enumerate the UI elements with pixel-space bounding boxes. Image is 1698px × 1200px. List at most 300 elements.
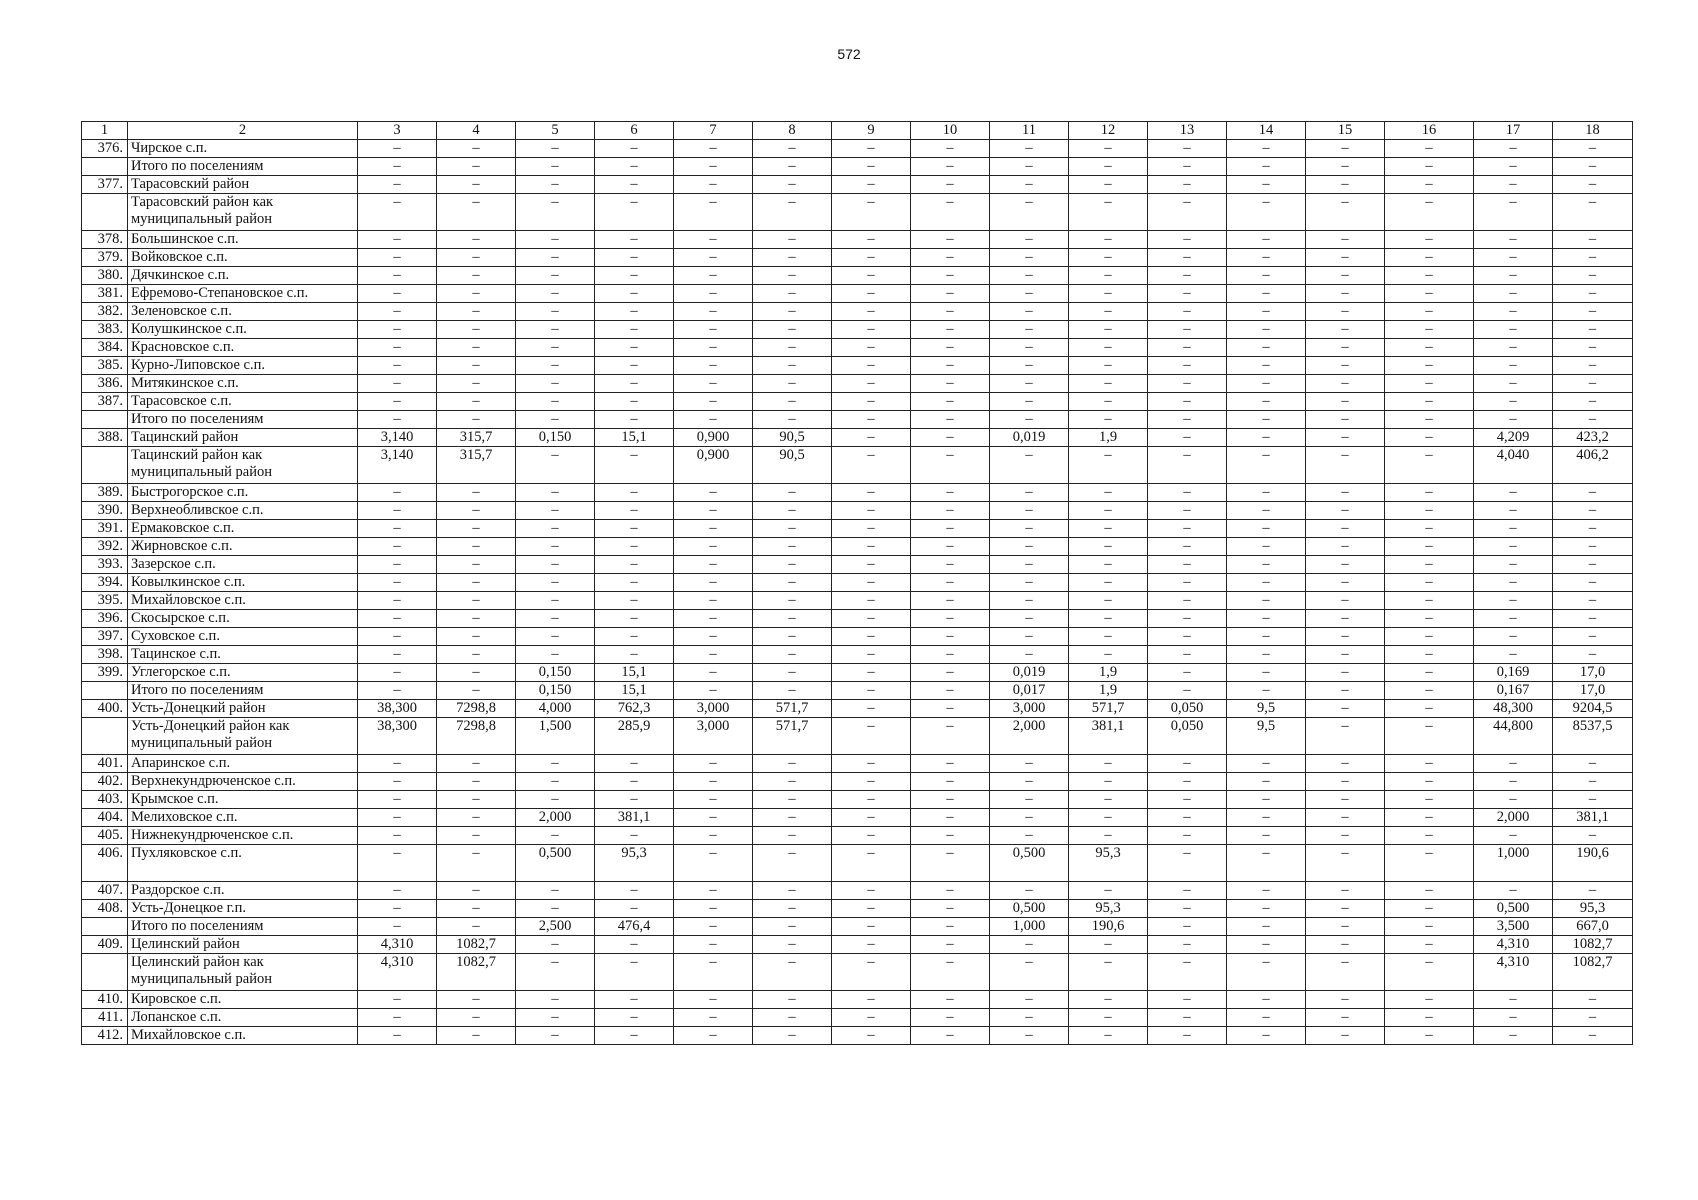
value-cell: – — [1227, 520, 1306, 538]
value-cell: – — [674, 755, 753, 773]
value-cell: – — [1069, 574, 1148, 592]
row-name: Суховское с.п. — [128, 628, 358, 646]
value-cell: – — [437, 809, 516, 827]
value-cell: – — [595, 592, 674, 610]
value-cell: – — [832, 991, 911, 1009]
value-cell: – — [1069, 556, 1148, 574]
value-cell: – — [1227, 809, 1306, 827]
value-cell: – — [437, 520, 516, 538]
value-cell: – — [516, 773, 595, 791]
value-cell: – — [911, 375, 990, 393]
value-cell: – — [832, 538, 911, 556]
value-cell: – — [753, 791, 832, 809]
table-row — [82, 411, 1633, 429]
value-cell: – — [595, 339, 674, 357]
value-cell: – — [437, 755, 516, 773]
value-cell: – — [1227, 285, 1306, 303]
value-cell: – — [516, 991, 595, 1009]
value-cell: – — [674, 375, 753, 393]
value-cell: – — [1148, 1009, 1227, 1027]
value-cell: – — [516, 1009, 595, 1027]
value-cell: 2,500 — [516, 918, 595, 936]
value-cell: 2,000 — [516, 809, 595, 827]
value-cell: – — [437, 1027, 516, 1045]
value-cell: – — [911, 592, 990, 610]
value-cell: 0,019 — [990, 429, 1069, 447]
value-cell: – — [1069, 791, 1148, 809]
value-cell: – — [753, 393, 832, 411]
value-cell: – — [1227, 628, 1306, 646]
row-name: Верхнеобливское с.п. — [128, 502, 358, 520]
value-cell: – — [1306, 718, 1385, 755]
value-cell: 1,000 — [1474, 845, 1553, 882]
column-header: 4 — [437, 122, 516, 140]
value-cell: 4,310 — [1474, 954, 1553, 991]
value-cell: – — [990, 1027, 1069, 1045]
value-cell: – — [358, 809, 437, 827]
row-number: 412. — [82, 1027, 128, 1045]
row-number: 385. — [82, 357, 128, 375]
value-cell: – — [1148, 664, 1227, 682]
value-cell: – — [832, 321, 911, 339]
value-cell: – — [1474, 393, 1553, 411]
value-cell: – — [1148, 556, 1227, 574]
value-cell: 7298,8 — [437, 718, 516, 755]
value-cell: – — [832, 664, 911, 682]
value-cell: – — [1553, 502, 1633, 520]
value-cell: – — [1474, 339, 1553, 357]
value-cell: 4,040 — [1474, 447, 1553, 484]
value-cell: – — [1306, 321, 1385, 339]
value-cell: – — [1148, 267, 1227, 285]
row-number: 400. — [82, 700, 128, 718]
value-cell: – — [437, 303, 516, 321]
value-cell: – — [832, 610, 911, 628]
value-cell: – — [1553, 610, 1633, 628]
value-cell: – — [990, 357, 1069, 375]
value-cell: – — [1385, 882, 1474, 900]
value-cell: – — [1306, 393, 1385, 411]
value-cell: – — [911, 882, 990, 900]
value-cell: – — [595, 176, 674, 194]
value-cell: 48,300 — [1474, 700, 1553, 718]
value-cell: – — [1306, 809, 1385, 827]
column-header: 12 — [1069, 122, 1148, 140]
value-cell: 381,1 — [1553, 809, 1633, 827]
table-row — [82, 231, 1633, 249]
value-cell: – — [516, 249, 595, 267]
value-cell: – — [1069, 520, 1148, 538]
value-cell: – — [1306, 700, 1385, 718]
value-cell: – — [516, 303, 595, 321]
value-cell: – — [1553, 538, 1633, 556]
value-cell: 0,050 — [1148, 700, 1227, 718]
value-cell: 0,050 — [1148, 718, 1227, 755]
value-cell: – — [1306, 502, 1385, 520]
value-cell: 1,000 — [990, 918, 1069, 936]
value-cell: – — [516, 140, 595, 158]
value-cell: – — [674, 267, 753, 285]
table-row — [82, 918, 1633, 936]
value-cell: – — [1474, 610, 1553, 628]
table-row — [82, 429, 1633, 447]
value-cell: – — [1306, 429, 1385, 447]
row-number: 404. — [82, 809, 128, 827]
value-cell: 0,019 — [990, 664, 1069, 682]
value-cell: – — [674, 158, 753, 176]
value-cell: 1082,7 — [1553, 954, 1633, 991]
row-name: Усть-Донецкое г.п. — [128, 900, 358, 918]
value-cell: – — [990, 991, 1069, 1009]
value-cell: – — [753, 755, 832, 773]
value-cell: – — [1069, 827, 1148, 845]
value-cell: – — [832, 827, 911, 845]
value-cell: – — [1385, 791, 1474, 809]
value-cell: – — [753, 610, 832, 628]
row-name: Итого по поселениям — [128, 158, 358, 176]
value-cell: 4,209 — [1474, 429, 1553, 447]
value-cell: – — [1227, 357, 1306, 375]
row-name: Войковское с.п. — [128, 249, 358, 267]
value-cell: – — [437, 991, 516, 1009]
value-cell: – — [1306, 556, 1385, 574]
value-cell: – — [1474, 628, 1553, 646]
table-row — [82, 249, 1633, 267]
row-name: Целинский район как муниципальный район — [128, 954, 358, 991]
row-number — [82, 194, 128, 231]
value-cell: – — [1148, 502, 1227, 520]
value-cell: – — [1306, 845, 1385, 882]
value-cell: – — [516, 646, 595, 664]
value-cell: – — [1227, 574, 1306, 592]
value-cell: – — [911, 1009, 990, 1027]
value-cell: 1,9 — [1069, 429, 1148, 447]
value-cell: – — [1069, 140, 1148, 158]
value-cell: – — [358, 321, 437, 339]
value-cell: – — [1148, 357, 1227, 375]
value-cell: – — [358, 303, 437, 321]
row-number: 409. — [82, 936, 128, 954]
value-cell: – — [1148, 538, 1227, 556]
row-name: Крымское с.п. — [128, 791, 358, 809]
row-name: Курно-Липовское с.п. — [128, 357, 358, 375]
row-name: Итого по поселениям — [128, 682, 358, 700]
value-cell: – — [1553, 827, 1633, 845]
value-cell: – — [1385, 991, 1474, 1009]
value-cell: – — [1385, 375, 1474, 393]
value-cell: – — [674, 502, 753, 520]
value-cell: – — [1474, 773, 1553, 791]
value-cell: – — [753, 827, 832, 845]
value-cell: – — [674, 556, 753, 574]
value-cell: – — [1148, 303, 1227, 321]
value-cell: – — [832, 845, 911, 882]
value-cell: – — [1474, 1009, 1553, 1027]
value-cell: – — [753, 249, 832, 267]
value-cell: – — [595, 936, 674, 954]
value-cell: – — [753, 936, 832, 954]
value-cell: – — [1306, 538, 1385, 556]
value-cell: – — [1553, 176, 1633, 194]
value-cell: – — [990, 882, 1069, 900]
table-row — [82, 538, 1633, 556]
value-cell: – — [358, 827, 437, 845]
value-cell: 190,6 — [1553, 845, 1633, 882]
value-cell: – — [1553, 755, 1633, 773]
value-cell: – — [911, 303, 990, 321]
value-cell: – — [1148, 592, 1227, 610]
value-cell: – — [1474, 140, 1553, 158]
value-cell: – — [990, 628, 1069, 646]
value-cell: – — [358, 375, 437, 393]
value-cell: – — [1306, 267, 1385, 285]
value-cell: – — [1227, 375, 1306, 393]
value-cell: – — [832, 285, 911, 303]
value-cell: – — [832, 194, 911, 231]
value-cell: – — [1227, 827, 1306, 845]
table-row — [82, 1027, 1633, 1045]
value-cell: – — [1553, 267, 1633, 285]
value-cell: – — [990, 1009, 1069, 1027]
value-cell: – — [674, 682, 753, 700]
value-cell: – — [911, 900, 990, 918]
value-cell: – — [358, 1009, 437, 1027]
row-number: 382. — [82, 303, 128, 321]
table-row — [82, 303, 1633, 321]
column-header: 7 — [674, 122, 753, 140]
value-cell: – — [1306, 991, 1385, 1009]
row-number: 378. — [82, 231, 128, 249]
value-cell: – — [1553, 285, 1633, 303]
value-cell: – — [1227, 176, 1306, 194]
value-cell: – — [1227, 231, 1306, 249]
value-cell: – — [358, 285, 437, 303]
value-cell: 3,140 — [358, 447, 437, 484]
value-cell: – — [437, 845, 516, 882]
value-cell: – — [911, 231, 990, 249]
row-number: 406. — [82, 845, 128, 882]
value-cell: 4,310 — [358, 954, 437, 991]
value-cell: – — [516, 502, 595, 520]
value-cell: – — [1553, 1009, 1633, 1027]
value-cell: – — [753, 176, 832, 194]
row-name: Михайловское с.п. — [128, 1027, 358, 1045]
value-cell: – — [516, 520, 595, 538]
row-name: Ефремово-Степановское с.п. — [128, 285, 358, 303]
value-cell: – — [674, 303, 753, 321]
value-cell: – — [595, 628, 674, 646]
value-cell: – — [358, 267, 437, 285]
value-cell: 38,300 — [358, 700, 437, 718]
row-number: 402. — [82, 773, 128, 791]
value-cell: – — [753, 231, 832, 249]
value-cell: – — [911, 357, 990, 375]
value-cell: – — [990, 140, 1069, 158]
value-cell: – — [1553, 574, 1633, 592]
value-cell: – — [595, 556, 674, 574]
value-cell: – — [358, 393, 437, 411]
value-cell: – — [437, 628, 516, 646]
value-cell: – — [1553, 158, 1633, 176]
row-number: 376. — [82, 140, 128, 158]
value-cell: – — [911, 447, 990, 484]
value-cell: – — [832, 303, 911, 321]
value-cell: – — [1474, 285, 1553, 303]
value-cell: – — [1306, 303, 1385, 321]
value-cell: 3,000 — [674, 718, 753, 755]
value-cell: – — [1385, 411, 1474, 429]
value-cell: – — [674, 882, 753, 900]
value-cell: – — [437, 249, 516, 267]
value-cell: – — [753, 140, 832, 158]
row-number: 401. — [82, 755, 128, 773]
value-cell: – — [516, 538, 595, 556]
value-cell: – — [674, 918, 753, 936]
value-cell: – — [1474, 411, 1553, 429]
value-cell: – — [1553, 321, 1633, 339]
value-cell: – — [674, 538, 753, 556]
value-cell: – — [1069, 158, 1148, 176]
value-cell: – — [1474, 194, 1553, 231]
value-cell: – — [1148, 393, 1227, 411]
value-cell: – — [1306, 592, 1385, 610]
value-cell: – — [990, 339, 1069, 357]
value-cell: – — [832, 411, 911, 429]
value-cell: – — [753, 484, 832, 502]
value-cell: – — [1474, 755, 1553, 773]
value-cell: – — [595, 954, 674, 991]
value-cell: – — [1385, 646, 1474, 664]
row-number: 393. — [82, 556, 128, 574]
value-cell: – — [1474, 176, 1553, 194]
value-cell: – — [911, 158, 990, 176]
value-cell: – — [990, 954, 1069, 991]
value-cell: 38,300 — [358, 718, 437, 755]
value-cell: – — [1306, 339, 1385, 357]
value-cell: – — [1474, 827, 1553, 845]
row-number: 388. — [82, 429, 128, 447]
value-cell: – — [674, 809, 753, 827]
value-cell: 1082,7 — [1553, 936, 1633, 954]
value-cell: – — [674, 411, 753, 429]
column-header: 9 — [832, 122, 911, 140]
value-cell: – — [1306, 176, 1385, 194]
value-cell: 0,500 — [990, 845, 1069, 882]
value-cell: – — [1553, 411, 1633, 429]
value-cell: – — [1148, 991, 1227, 1009]
value-cell: – — [911, 646, 990, 664]
page-number: 572 — [837, 46, 861, 62]
value-cell: – — [358, 249, 437, 267]
value-cell: – — [832, 791, 911, 809]
value-cell: – — [832, 574, 911, 592]
value-cell: – — [753, 556, 832, 574]
value-cell: – — [990, 285, 1069, 303]
value-cell: – — [437, 1009, 516, 1027]
value-cell: – — [832, 628, 911, 646]
value-cell: – — [753, 882, 832, 900]
value-cell: – — [1069, 375, 1148, 393]
value-cell: – — [753, 357, 832, 375]
value-cell: – — [990, 321, 1069, 339]
value-cell: – — [1148, 447, 1227, 484]
value-cell: – — [990, 231, 1069, 249]
value-cell: – — [1385, 339, 1474, 357]
column-header: 17 — [1474, 122, 1553, 140]
row-number: 380. — [82, 267, 128, 285]
value-cell: 315,7 — [437, 429, 516, 447]
value-cell: – — [1306, 520, 1385, 538]
value-cell: – — [1474, 484, 1553, 502]
value-cell: – — [437, 375, 516, 393]
value-cell: – — [1069, 1009, 1148, 1027]
value-cell: – — [832, 520, 911, 538]
table-row — [82, 339, 1633, 357]
value-cell: – — [1227, 249, 1306, 267]
value-cell: – — [595, 1009, 674, 1027]
row-number — [82, 158, 128, 176]
value-cell: – — [1148, 646, 1227, 664]
value-cell: – — [1553, 375, 1633, 393]
row-number: 405. — [82, 827, 128, 845]
value-cell: – — [358, 231, 437, 249]
column-header: 2 — [128, 122, 358, 140]
value-cell: – — [1474, 231, 1553, 249]
value-cell: – — [1553, 231, 1633, 249]
row-name: Ковылкинское с.п. — [128, 574, 358, 592]
value-cell: – — [1474, 1027, 1553, 1045]
value-cell: – — [1385, 429, 1474, 447]
value-cell: – — [358, 646, 437, 664]
value-cell: – — [674, 592, 753, 610]
value-cell: – — [1306, 140, 1385, 158]
value-cell: – — [1227, 845, 1306, 882]
table-row — [82, 375, 1633, 393]
row-number: 399. — [82, 664, 128, 682]
row-name: Тацинский район как муниципальный район — [128, 447, 358, 484]
value-cell: – — [358, 484, 437, 502]
table-row — [82, 718, 1633, 755]
value-cell: – — [1069, 809, 1148, 827]
value-cell: – — [1148, 176, 1227, 194]
row-name: Жирновское с.п. — [128, 538, 358, 556]
value-cell: – — [437, 918, 516, 936]
value-cell: – — [437, 538, 516, 556]
value-cell: – — [1474, 574, 1553, 592]
value-cell: – — [990, 791, 1069, 809]
value-cell: – — [1553, 194, 1633, 231]
value-cell: – — [832, 447, 911, 484]
value-cell: – — [1385, 538, 1474, 556]
row-name: Верхнекундрюченское с.п. — [128, 773, 358, 791]
value-cell: 15,1 — [595, 682, 674, 700]
value-cell: – — [753, 1027, 832, 1045]
row-number: 391. — [82, 520, 128, 538]
row-number — [82, 718, 128, 755]
value-cell: – — [1385, 321, 1474, 339]
value-cell: – — [437, 231, 516, 249]
value-cell: – — [1306, 773, 1385, 791]
value-cell: – — [753, 538, 832, 556]
value-cell: – — [437, 339, 516, 357]
value-cell: – — [674, 610, 753, 628]
value-cell: – — [358, 339, 437, 357]
value-cell: 3,000 — [674, 700, 753, 718]
value-cell: – — [990, 249, 1069, 267]
value-cell: 571,7 — [753, 718, 832, 755]
value-cell: – — [753, 682, 832, 700]
value-cell: – — [516, 954, 595, 991]
